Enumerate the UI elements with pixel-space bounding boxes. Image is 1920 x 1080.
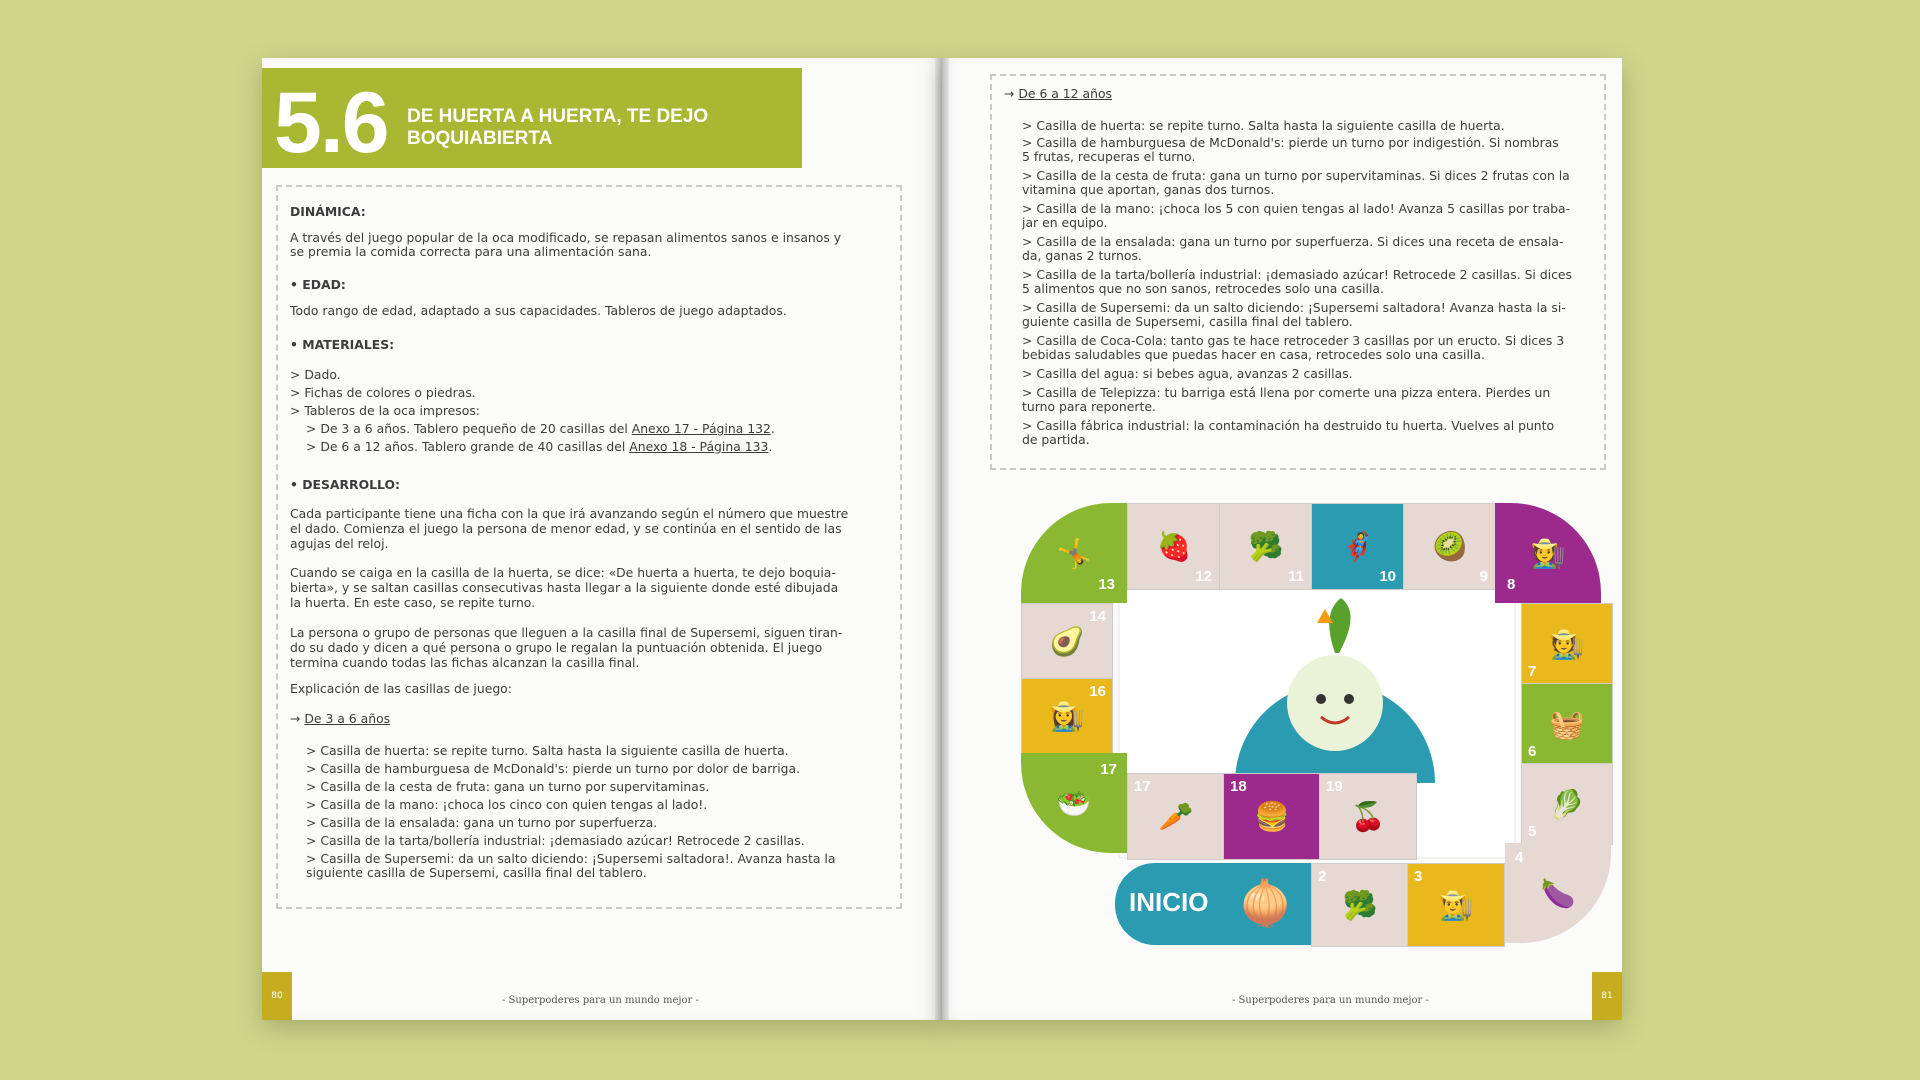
board-cell-12: 🍓 12 [1127,503,1221,590]
board-cell-17: 🥕 17 [1127,773,1225,860]
book-spine-shadow [935,58,949,1020]
desarrollo-p2-line: la huerta. En este caso, se repite turno. [290,595,536,610]
rule-line: > Casilla de la cesta de fruta: gana un turno por supervitaminas. [306,779,710,794]
rule-line: siguiente casilla de Supersemi, casilla final del tablero. [306,865,647,880]
rule-line: > Casilla de la cesta de fruta: gana un turno por supervitaminas. Si dices 2 frutas con la [1022,168,1570,183]
materiales-item: > Fichas de colores o piedras. [290,385,476,400]
burger-and-drink-icon: 🍔 [1254,800,1290,833]
supersemi-icon [1287,655,1383,751]
salad-bowl-icon: 🥗 [1056,786,1092,820]
rule-line: 5 alimentos que no son sanos, retrocedes solo una casilla. [1022,281,1384,296]
materiales-heading: • MATERIALES: [290,337,395,352]
farmer-wheelbarrow-icon: 🧑‍🌾 [1549,627,1585,661]
rule-line: > Casilla del agua: si bebes agua, avanzas 2 casillas. [1022,366,1353,381]
desarrollo-p2-line: bierta», y se saltan casillas consecutivas hasta llegar a la siguiente donde esté dibujada [290,580,839,595]
fruit-basket-icon: 🧺 [1549,707,1585,741]
rule-line: de partida. [1022,432,1090,447]
age-3-6-link[interactable]: De 3 a 6 años [304,711,391,726]
rule-line: 5 frutas, recuperas el turno. [1022,149,1196,164]
strawberry-character-icon: 🍓 [1156,530,1192,563]
rule-line: > Casilla de huerta: se repite turno. Salta hasta la siguiente casilla de huerta. [1022,118,1505,133]
rule-line: > Casilla de la tarta/bollería industrial: ¡demasiado azúcar! Retrocede 2 casillas. [306,833,805,848]
arrow-icon: → [1004,86,1015,101]
tablero-small-line: > De 3 a 6 años. Tablero pequeño de 20 casillas del Anexo 17 - Página 132. [306,421,775,436]
rule-line: > Casilla de huerta: se repite turno. Salta hasta la siguiente casilla de huerta. [306,743,789,758]
board-cell-11: 🥦 11 [1219,503,1313,590]
left-page-number: 80 [262,972,292,1020]
section-title: DE HUERTA A HUERTA, TE DEJO BOQUIABIERTA [407,106,709,149]
board-cell-14: 🥑 14 [1021,603,1113,680]
desarrollo-p1-line: el dado. Comienza el juego la persona de menor edad, y se continúa en el sentido de las [290,521,842,536]
board-cell-6: 🧺 6 [1521,683,1613,765]
section-banner [262,68,802,171]
rule-line: turno para reponerte. [1022,399,1156,414]
age-6-12-link[interactable]: De 6 a 12 años [1018,86,1112,101]
board-cell-9: 🥝 9 [1403,503,1497,590]
right-page-number: 81 [1592,972,1622,1020]
section-number: 5.6 [274,75,388,171]
rule-line: > Casilla de la ensalada: gana un turno por superfuerza. [306,815,658,830]
carrot-icon: 🥕 [1158,800,1194,833]
lettuce-icon: 🥬 [1549,787,1585,821]
game-board [1021,503,1611,963]
explicacion-text: Explicación de las casillas de juego: [290,681,512,696]
rule-line: vitamina que aportan, ganas dos turnos. [1022,182,1275,197]
materiales-item: > Tableros de la oca impresos: [290,403,480,418]
board-cell-4: 🍆 4 [1505,843,1611,943]
rule-line: > Casilla de la mano: ¡choca los 5 con quien tengas al lado! Avanza 5 casillas por traba- [1022,201,1571,216]
rule-line: > Casilla de Supersemi: da un salto diciendo: ¡Supersemi saltadora!. Avanza hasta la [306,851,836,866]
tablero-large-text: > De 6 a 12 años. Tablero grande de 40 casillas del [306,439,630,454]
rule-line: > Casilla de hamburguesa de McDonald's: pierde un turno por dolor de barriga. [306,761,801,776]
rule-line: jar en equipo. [1022,215,1108,230]
board-cell-2: 🥦 2 [1311,863,1409,947]
desarrollo-p3-line: termina cuando todas las fichas alcanzan la casilla final. [290,655,640,670]
supersemi-hero-icon: 🦸 [1340,530,1376,563]
tablero-small-text: > De 3 a 6 años. Tablero pequeño de 20 casillas del [306,421,632,436]
age-3-6-line [290,711,390,726]
edad-heading: • EDAD: [290,277,346,292]
farmer-wheelbarrow-icon: 👩‍🌾 [1049,700,1085,733]
anexo-17-link[interactable]: Anexo 17 - Página 132 [631,421,771,436]
left-page [262,58,942,1020]
arrow-icon: → [290,711,301,726]
kiwi-icon: 🥝 [1432,530,1468,563]
board-cell-16: 🥗 17 [1021,753,1127,853]
rule-line: > Casilla de hamburguesa de McDonald's: pierde un turno por indigestión. Si nombras [1022,135,1559,150]
desarrollo-p1-line: Cada participante tiene una ficha con la que irá avanzando según el número que muestre [290,506,849,521]
desarrollo-p1-line: agujas del reloj. [290,536,389,551]
rule-line: > Casilla de Supersemi: da un salto diciendo: ¡Supersemi saltadora! Avanza hasta la si- [1022,300,1566,315]
cherries-icon: 🍒 [1350,800,1386,833]
board-cell-13: 🤸 13 [1021,503,1127,603]
edad-text: Todo rango de edad, adaptado a sus capacidades. Tableros de juego adaptados. [290,303,787,318]
rule-line: > Casilla de la ensalada: gana un turno por superfuerza. Si dices una receta de ensala- [1022,234,1564,249]
eggplant-icon: 🍆 [1540,876,1576,910]
desarrollo-heading: • DESARROLLO: [290,477,400,492]
farmer-wheelbarrow-icon: 👨‍🌾 [1438,888,1474,922]
board-cell-7: 🧑‍🌾 7 [1521,603,1613,685]
rule-line: > Casilla fábrica industrial: la contaminación ha destruido tu huerta. Vuelves al punto [1022,418,1555,433]
board-cell-18: 🍔 18 [1223,773,1321,860]
rule-line: guiente casilla de Supersemi, casilla final del tablero. [1022,314,1353,329]
farmer-kid-icon: 🧑‍🌾 [1530,536,1566,570]
board-cell-15: 👩‍🌾 16 [1021,678,1113,755]
age-6-12-line [1004,86,1112,101]
right-page [942,58,1622,1020]
left-footer: - Superpoderes para un mundo mejor - [502,995,699,1006]
board-cell-10: 🦸 10 [1311,503,1405,590]
dinamica-text-line-1: A través del juego popular de la oca modificado, se repasan alimentos sanos e insanos y [290,230,842,245]
rule-line: da, ganas 2 turnos. [1022,248,1142,263]
right-footer: - Superpoderes para un mundo mejor - [1232,995,1429,1006]
rule-line: bebidas saludables que puedas hacer en casa, retrocedes solo una casilla. [1022,347,1485,362]
dinamica-heading: DINÁMICA: [290,204,366,219]
cauliflower-icon: 🥦 [1248,530,1284,563]
broccoli-icon: 🥦 [1342,888,1378,922]
tablero-large-line: > De 6 a 12 años. Tablero grande de 40 casillas del Anexo 18 - Página 133. [306,439,773,454]
desarrollo-p3-line: do su dado y dicen a qué persona o grupo le regalan la puntuación obtenida. El juego [290,640,823,655]
supersemi-start-icon: 🧅 [1238,878,1293,929]
rule-line: > Casilla de Coca-Cola: tanto gas te hace retroceder 3 casillas por un eructo. Si dices 3 [1022,333,1565,348]
board-cell-8: 🧑‍🌾 8 [1495,503,1601,603]
board-cell-19: 🍒 19 [1319,773,1417,860]
desarrollo-p3-line: La persona o grupo de personas que lleguen a la casilla final de Supersemi, siguen tiran- [290,625,843,640]
avocado-icon: 🥑 [1049,625,1085,658]
board-start-cell [1115,863,1311,945]
kids-playing-icon: 🤸 [1056,536,1092,570]
board-cell-3: 👨‍🌾 3 [1407,863,1505,947]
rule-line: > Casilla de Telepizza: tu barriga está llena por comerte una pizza entera. Pierdes un [1022,385,1551,400]
rule-line: > Casilla de la mano: ¡choca los cinco con quien tengas al lado!. [306,797,708,812]
board-cell-5: 🥬 5 [1521,763,1613,845]
desarrollo-p2-line: Cuando se caiga en la casilla de la huerta, se dice: «De huerta a huerta, te dejo boquia- [290,565,836,580]
rule-line: > Casilla de la tarta/bollería industrial: ¡demasiado azúcar! Retrocede 2 casillas. Si dices [1022,267,1573,282]
anexo-18-link[interactable]: Anexo 18 - Página 133 [629,439,769,454]
materiales-item: > Dado. [290,367,341,382]
start-label: INICIO [1129,887,1209,917]
dinamica-text-line-2: se premia la comida correcta para una alimentación sana. [290,244,652,259]
